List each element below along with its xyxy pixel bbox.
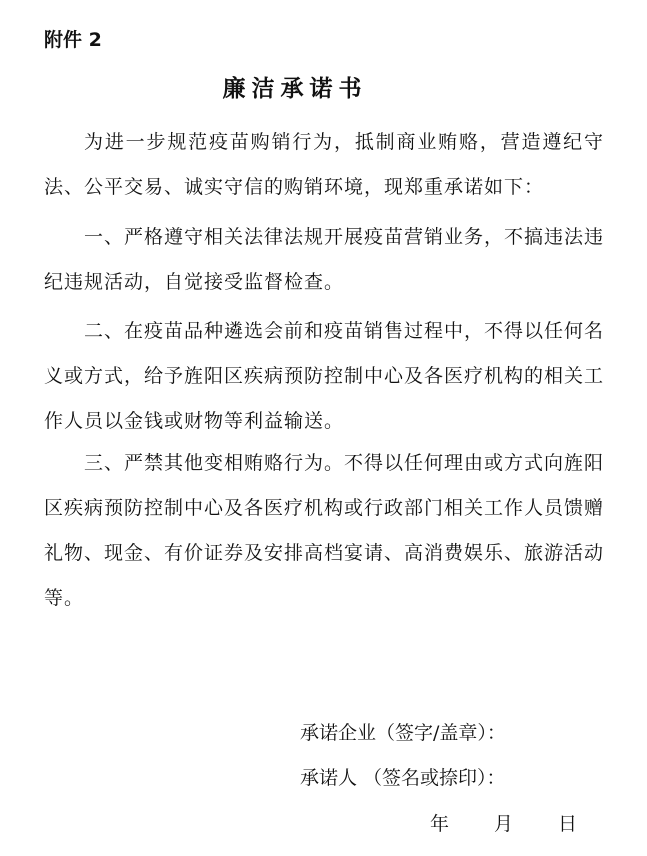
signature-person-line: 承诺人 （签名或捺印）： [300,767,506,789]
clause-two-paragraph: 二、在疫苗品种遴选会前和疫苗销售过程中，不得以任何名义或方式，给予旌阳区疾病预防控制中心及各医疗机构的相关工作人员以金钱或财物等利益输送。 [44,320,605,432]
date-day-label: 日 [558,813,578,835]
signature-company-line: 承诺企业（签字/盖章）： [300,722,506,744]
date-year-label: 年 [430,813,450,835]
date-month-label: 月 [494,813,514,835]
intro-paragraph: 为进一步规范疫苗购销行为，抵制商业贿赂，营造遵纪守法、公平交易、诚实守信的购销环境，现郑重承诺如下： [44,131,604,198]
clause-one-paragraph: 一、严格遵守相关法律法规开展疫苗营销业务，不搞违法违纪违规活动，自觉接受监督检查。 [44,226,605,293]
clause-three-paragraph: 三、严禁其他变相贿赂行为。不得以任何理由或方式向旌阳区疾病预防控制中心及各医疗机构或行政部门相关工作人员馈赠礼物、现金、有价证券及安排高档宴请、高消费娱乐、旅游活动等。 [44,452,605,609]
attachment-label: 附件 2 [44,29,102,51]
document-title: 廉洁承诺书 [222,75,368,102]
